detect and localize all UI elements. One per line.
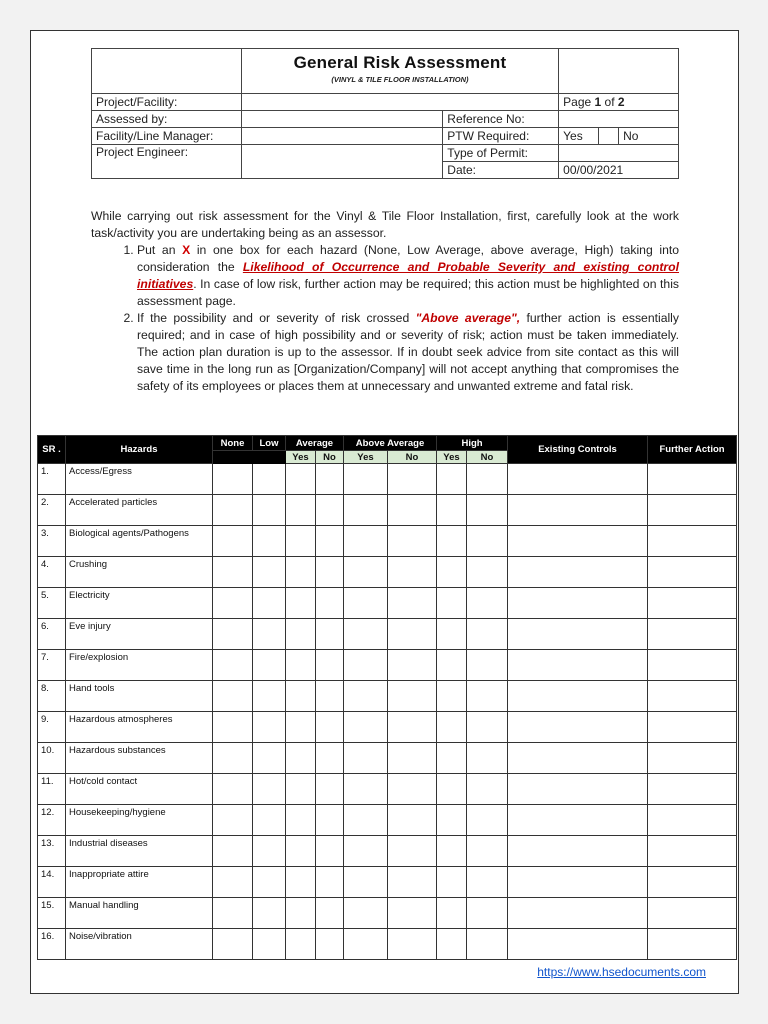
average-yes-box[interactable]	[286, 712, 316, 743]
none-box[interactable]	[213, 929, 253, 960]
above-average-no-box[interactable]	[388, 557, 437, 588]
instructions-list	[91, 242, 679, 395]
document-subtitle: (VINYL & TILE FLOOR INSTALLATION)	[331, 75, 469, 84]
row-hazard: Noise/vibration	[66, 929, 213, 960]
further-action-cell[interactable]	[648, 929, 737, 960]
table-row	[38, 588, 737, 619]
average-no-box[interactable]	[316, 650, 344, 681]
low-box[interactable]	[253, 681, 286, 712]
row-sr: 9.	[38, 712, 66, 743]
above-average-no-box[interactable]	[388, 650, 437, 681]
table-row	[38, 557, 737, 588]
existing-controls-cell[interactable]	[508, 619, 648, 650]
row-hazard: Crushing	[66, 557, 213, 588]
table-row	[38, 495, 737, 526]
row-hazard: Manual handling	[66, 898, 213, 929]
average-no-box[interactable]	[316, 805, 344, 836]
above-average-no-box[interactable]	[388, 836, 437, 867]
none-box[interactable]	[213, 774, 253, 805]
manager-field[interactable]	[241, 128, 442, 145]
average-no-box[interactable]	[316, 464, 344, 495]
above-average-yes: Yes	[344, 451, 388, 464]
above-average-no-box[interactable]	[388, 495, 437, 526]
table-row	[38, 805, 737, 836]
permit-label: Type of Permit:	[443, 145, 559, 162]
further-action-cell[interactable]	[648, 743, 737, 774]
permit-field[interactable]	[559, 145, 679, 162]
further-action-cell[interactable]	[648, 650, 737, 681]
instruction-item-2: 2. If the possibility and or severity of risk crossed "Above average", further action is essentially required; and in case of high possibility and or severity of risk; action must be taken immediately. The action plan duration is up to the assessor. If in doubt seek advice from site contact as this will save time in the long run as [Organization/Company] will not accept anything that compromises the safety of its employees or places them at unnecessary and unwanted extreme and fatal risk.	[137, 310, 679, 395]
above-average-yes-box[interactable]	[344, 557, 388, 588]
above-average-no-box[interactable]	[388, 867, 437, 898]
above-average-yes-box[interactable]	[344, 836, 388, 867]
average-no-box[interactable]	[316, 712, 344, 743]
row-hazard: Hot/cold contact	[66, 774, 213, 805]
none-sub	[213, 451, 253, 464]
table-row	[38, 464, 737, 495]
average-no-box[interactable]	[316, 898, 344, 929]
above-average-yes-box[interactable]	[344, 929, 388, 960]
low-box[interactable]	[253, 898, 286, 929]
row-sr: 5.	[38, 588, 66, 619]
high-yes-box[interactable]	[437, 867, 467, 898]
above-average-yes-box[interactable]	[344, 743, 388, 774]
average-no-box[interactable]	[316, 526, 344, 557]
average-no: No	[316, 451, 344, 464]
high-no-box[interactable]	[467, 526, 508, 557]
existing-controls-cell[interactable]	[508, 557, 648, 588]
high-yes-box[interactable]	[437, 929, 467, 960]
average-no-box[interactable]	[316, 867, 344, 898]
table-row	[38, 867, 737, 898]
average-yes-box[interactable]	[286, 557, 316, 588]
none-box[interactable]	[213, 898, 253, 929]
instruction-item-1: 1. Put an X in one box for each hazard (None, Low Average, above average, High) taking into consideration the Likelihood of Occurrence and Probable Severity and existing control initiatives. In case of low risk, further action may be required; this action must be highlighted on this assessment page.	[137, 242, 679, 310]
further-action-cell[interactable]	[648, 836, 737, 867]
row-hazard: Access/Egress	[66, 464, 213, 495]
existing-controls-cell[interactable]	[508, 681, 648, 712]
row-sr: 2.	[38, 495, 66, 526]
row-hazard: Accelerated particles	[66, 495, 213, 526]
high-yes-box[interactable]	[437, 681, 467, 712]
low-box[interactable]	[253, 557, 286, 588]
existing-controls-cell[interactable]	[508, 464, 648, 495]
low-box[interactable]	[253, 650, 286, 681]
col-average: Average	[286, 436, 344, 451]
high-no-box[interactable]	[467, 743, 508, 774]
assessment-header-table	[91, 48, 679, 179]
further-action-cell[interactable]	[648, 526, 737, 557]
low-box[interactable]	[253, 805, 286, 836]
table-row	[38, 836, 737, 867]
document-page	[30, 30, 739, 994]
average-yes-box[interactable]	[286, 867, 316, 898]
high-no: No	[467, 451, 508, 464]
average-yes-box[interactable]	[286, 836, 316, 867]
high-yes-box[interactable]	[437, 495, 467, 526]
row-hazard: Fire/explosion	[66, 650, 213, 681]
average-yes-box[interactable]	[286, 526, 316, 557]
none-box[interactable]	[213, 495, 253, 526]
above-average-no-box[interactable]	[388, 898, 437, 929]
above-average-yes-box[interactable]	[344, 526, 388, 557]
low-box[interactable]	[253, 495, 286, 526]
further-action-cell[interactable]	[648, 619, 737, 650]
above-average-yes-box[interactable]	[344, 495, 388, 526]
document-title: General Risk Assessment	[293, 53, 507, 72]
row-sr: 6.	[38, 619, 66, 650]
high-no-box[interactable]	[467, 650, 508, 681]
average-yes-box[interactable]	[286, 650, 316, 681]
table-row	[38, 929, 737, 960]
row-sr: 7.	[38, 650, 66, 681]
average-yes-box[interactable]	[286, 681, 316, 712]
high-no-box[interactable]	[467, 712, 508, 743]
further-action-cell[interactable]	[648, 898, 737, 929]
high-no-box[interactable]	[467, 867, 508, 898]
low-box[interactable]	[253, 774, 286, 805]
none-box[interactable]	[213, 588, 253, 619]
above-average-yes-box[interactable]	[344, 774, 388, 805]
project-facility-label: Project/Facility:	[92, 94, 242, 111]
average-yes-box[interactable]	[286, 805, 316, 836]
further-action-cell[interactable]	[648, 867, 737, 898]
above-average-no-box[interactable]	[388, 464, 437, 495]
above-average-no-box[interactable]	[388, 526, 437, 557]
further-action-cell[interactable]	[648, 495, 737, 526]
none-box[interactable]	[213, 805, 253, 836]
average-no-box[interactable]	[316, 774, 344, 805]
average-yes-box[interactable]	[286, 898, 316, 929]
high-no-box[interactable]	[467, 495, 508, 526]
above-average-highlight: "Above average",	[415, 311, 521, 325]
low-sub	[253, 451, 286, 464]
low-box[interactable]	[253, 588, 286, 619]
table-row	[38, 898, 737, 929]
footer-link[interactable]: https://www.hsedocuments.com	[537, 965, 706, 979]
col-above-average: Above Average	[344, 436, 437, 451]
high-no-box[interactable]	[467, 898, 508, 929]
above-average-no-box[interactable]	[388, 681, 437, 712]
average-yes-box[interactable]	[286, 929, 316, 960]
col-hazards: Hazards	[66, 436, 213, 464]
above-average-no-box[interactable]	[388, 619, 437, 650]
above-average-no-box[interactable]	[388, 712, 437, 743]
high-yes-box[interactable]	[437, 526, 467, 557]
high-yes-box[interactable]	[437, 464, 467, 495]
average-yes-box[interactable]	[286, 743, 316, 774]
high-no-box[interactable]	[467, 619, 508, 650]
average-no-box[interactable]	[316, 557, 344, 588]
existing-controls-cell[interactable]	[508, 743, 648, 774]
logo-cell	[92, 49, 242, 94]
low-box[interactable]	[253, 619, 286, 650]
row-hazard: Inappropriate attire	[66, 867, 213, 898]
high-no-box[interactable]	[467, 836, 508, 867]
above-average-yes-box[interactable]	[344, 464, 388, 495]
above-average-no-box[interactable]	[388, 774, 437, 805]
table-row	[38, 619, 737, 650]
above-average-yes-box[interactable]	[344, 805, 388, 836]
high-no-box[interactable]	[467, 557, 508, 588]
high-no-box[interactable]	[467, 464, 508, 495]
average-no-box[interactable]	[316, 588, 344, 619]
page-number: Page 1 of 2	[559, 94, 679, 111]
above-average-no: No	[388, 451, 437, 464]
above-average-yes-box[interactable]	[344, 712, 388, 743]
low-box[interactable]	[253, 867, 286, 898]
existing-controls-cell[interactable]	[508, 588, 648, 619]
high-no-box[interactable]	[467, 588, 508, 619]
high-yes-box[interactable]	[437, 557, 467, 588]
assessed-by-field[interactable]	[241, 111, 442, 128]
average-no-box[interactable]	[316, 929, 344, 960]
above-average-no-box[interactable]	[388, 743, 437, 774]
low-box[interactable]	[253, 464, 286, 495]
low-box[interactable]	[253, 836, 286, 867]
above-average-yes-box[interactable]	[344, 650, 388, 681]
high-yes-box[interactable]	[437, 650, 467, 681]
corner-cell	[559, 49, 679, 94]
further-action-cell[interactable]	[648, 464, 737, 495]
average-no-box[interactable]	[316, 619, 344, 650]
existing-controls-cell[interactable]	[508, 836, 648, 867]
none-box[interactable]	[213, 464, 253, 495]
further-action-cell[interactable]	[648, 681, 737, 712]
above-average-yes-box[interactable]	[344, 619, 388, 650]
above-average-yes-box[interactable]	[344, 898, 388, 929]
col-existing-controls: Existing Controls	[508, 436, 648, 464]
table-row	[38, 743, 737, 774]
above-average-yes-box[interactable]	[344, 867, 388, 898]
high-yes: Yes	[437, 451, 467, 464]
existing-controls-cell[interactable]	[508, 898, 648, 929]
none-box[interactable]	[213, 743, 253, 774]
none-box[interactable]	[213, 712, 253, 743]
further-action-cell[interactable]	[648, 774, 737, 805]
row-sr: 4.	[38, 557, 66, 588]
ptw-yes-box[interactable]	[599, 128, 619, 145]
table-row	[38, 774, 737, 805]
above-average-yes-box[interactable]	[344, 681, 388, 712]
above-average-no-box[interactable]	[388, 929, 437, 960]
row-hazard: Industrial diseases	[66, 836, 213, 867]
low-box[interactable]	[253, 712, 286, 743]
engineer-label: Project Engineer:	[92, 145, 242, 179]
row-sr: 1.	[38, 464, 66, 495]
high-no-box[interactable]	[467, 929, 508, 960]
col-high: High	[437, 436, 508, 451]
row-hazard: Hazardous atmospheres	[66, 712, 213, 743]
average-yes-box[interactable]	[286, 495, 316, 526]
high-yes-box[interactable]	[437, 743, 467, 774]
row-hazard: Biological agents/Pathogens	[66, 526, 213, 557]
row-hazard: Eve injury	[66, 619, 213, 650]
x-mark: X	[182, 243, 191, 257]
none-box[interactable]	[213, 619, 253, 650]
existing-controls-cell[interactable]	[508, 867, 648, 898]
col-low: Low	[253, 436, 286, 451]
hazard-table-body	[38, 464, 737, 960]
average-yes-box[interactable]	[286, 588, 316, 619]
low-box[interactable]	[253, 929, 286, 960]
further-action-cell[interactable]	[648, 712, 737, 743]
high-no-box[interactable]	[467, 774, 508, 805]
high-yes-box[interactable]	[437, 619, 467, 650]
none-box[interactable]	[213, 836, 253, 867]
average-yes: Yes	[286, 451, 316, 464]
existing-controls-cell[interactable]	[508, 805, 648, 836]
average-no-box[interactable]	[316, 836, 344, 867]
reference-label: Reference No:	[443, 111, 559, 128]
manager-label: Facility/Line Manager:	[92, 128, 242, 145]
further-action-cell[interactable]	[648, 805, 737, 836]
high-yes-box[interactable]	[437, 898, 467, 929]
hazard-table	[37, 435, 737, 960]
engineer-field[interactable]	[241, 145, 442, 179]
low-box[interactable]	[253, 526, 286, 557]
row-sr: 12.	[38, 805, 66, 836]
existing-controls-cell[interactable]	[508, 712, 648, 743]
existing-controls-cell[interactable]	[508, 774, 648, 805]
table-row	[38, 681, 737, 712]
ptw-yes-option[interactable]: Yes	[559, 128, 599, 145]
row-hazard: Housekeeping/hygiene	[66, 805, 213, 836]
above-average-no-box[interactable]	[388, 805, 437, 836]
average-no-box[interactable]	[316, 495, 344, 526]
existing-controls-cell[interactable]	[508, 650, 648, 681]
likelihood-link: Likelihood of Occurrence and Probable Severity and existing control initiatives	[137, 260, 679, 291]
none-box[interactable]	[213, 867, 253, 898]
none-box[interactable]	[213, 557, 253, 588]
above-average-no-box[interactable]	[388, 588, 437, 619]
average-yes-box[interactable]	[286, 464, 316, 495]
average-no-box[interactable]	[316, 681, 344, 712]
instructions	[91, 208, 679, 395]
high-no-box[interactable]	[467, 805, 508, 836]
project-facility-field[interactable]	[241, 94, 558, 111]
average-yes-box[interactable]	[286, 774, 316, 805]
row-sr: 15.	[38, 898, 66, 929]
col-further-action: Further Action	[648, 436, 737, 464]
table-row	[38, 526, 737, 557]
row-sr: 3.	[38, 526, 66, 557]
high-yes-box[interactable]	[437, 712, 467, 743]
col-none: None	[213, 436, 253, 451]
high-yes-box[interactable]	[437, 774, 467, 805]
further-action-cell[interactable]	[648, 557, 737, 588]
title-cell	[241, 49, 558, 94]
above-average-yes-box[interactable]	[344, 588, 388, 619]
date-label: Date:	[443, 162, 559, 179]
high-yes-box[interactable]	[437, 836, 467, 867]
row-sr: 8.	[38, 681, 66, 712]
row-sr: 10.	[38, 743, 66, 774]
none-box[interactable]	[213, 526, 253, 557]
high-yes-box[interactable]	[437, 805, 467, 836]
row-hazard: Hand tools	[66, 681, 213, 712]
assessed-by-label: Assessed by:	[92, 111, 242, 128]
none-box[interactable]	[213, 681, 253, 712]
col-sr: SR .	[38, 436, 66, 464]
row-hazard: Hazardous substances	[66, 743, 213, 774]
existing-controls-cell[interactable]	[508, 929, 648, 960]
further-action-cell[interactable]	[648, 588, 737, 619]
existing-controls-cell[interactable]	[508, 526, 648, 557]
ptw-no-option[interactable]: No	[619, 128, 679, 145]
instructions-intro: While carrying out risk assessment for the Vinyl & Tile Floor Installation, first, carefully look at the work task/activity you are undertaking being as an assessor.	[91, 209, 679, 240]
row-sr: 16.	[38, 929, 66, 960]
none-box[interactable]	[213, 650, 253, 681]
row-hazard: Electricity	[66, 588, 213, 619]
date-value[interactable]: 00/00/2021	[559, 162, 679, 179]
table-row	[38, 650, 737, 681]
average-no-box[interactable]	[316, 743, 344, 774]
high-yes-box[interactable]	[437, 588, 467, 619]
row-sr: 11.	[38, 774, 66, 805]
high-no-box[interactable]	[467, 681, 508, 712]
average-yes-box[interactable]	[286, 619, 316, 650]
row-sr: 14.	[38, 867, 66, 898]
row-sr: 13.	[38, 836, 66, 867]
existing-controls-cell[interactable]	[508, 495, 648, 526]
table-row	[38, 712, 737, 743]
ptw-label: PTW Required:	[443, 128, 559, 145]
reference-field[interactable]	[559, 111, 679, 128]
low-box[interactable]	[253, 743, 286, 774]
